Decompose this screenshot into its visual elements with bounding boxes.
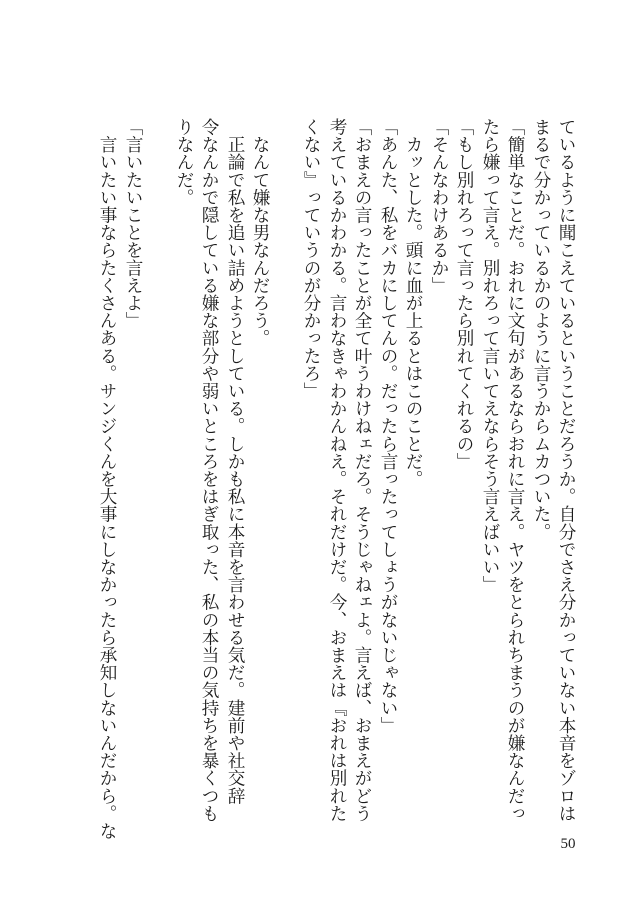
text-column: ているように聞こえているということだろうか。自分でさえ分かっていない本音をゾロは <box>556 118 576 822</box>
text-column: 言いたい事ならたくさんある。サンジくんを大事にしなかったら承知しないんだから。な <box>97 118 117 840</box>
text-column: 正論で私を追い詰めようとしている。しかも私に本音を言わせる気だ。建前や社交辞 <box>225 118 245 805</box>
text-column: 「そんなわけあるか」 <box>429 118 449 294</box>
text-column: 「もし別れろって言ったら別れてくれるの」 <box>454 118 474 470</box>
text-column: まるで分かっているかのように言うからムカついた。 <box>531 118 551 541</box>
text-column: くない』っていうのが分かったろ」 <box>301 118 321 400</box>
text-column: 令なんかで隠している嫌な部分や弱いところをはぎ取った、私の本当の気持ちを暴くつも <box>199 118 219 822</box>
text-column: 「言いたいことを言えよ」 <box>123 118 143 330</box>
page-number: 50 <box>560 836 576 852</box>
text-column: なんて嫌な男なんだろう。 <box>250 118 270 347</box>
text-column <box>275 118 297 758</box>
text-column: 「おまえの言ったことが全て叶うわけねェだろ。そうじゃねェよ。言えば、おまえがどう <box>352 118 372 822</box>
text-column: 「簡単なことだ。おれに文句があるならおれに言え。ヤツをとられちまうのが嫌なんだっ <box>505 118 525 822</box>
text-column: たら嫌って言え。別れろって言いてえならそう言えばいい」 <box>480 118 500 594</box>
text-column: りなんだ。 <box>174 118 194 206</box>
text-column: カッとした。頭に血が上るとはこのことだ。 <box>403 118 423 488</box>
text-column: 「あんた、私をバカにしてんの。だったら言ったってしょうがないじゃない」 <box>378 118 398 734</box>
text-column <box>147 118 169 758</box>
text-column: 考えているかわかる。言わなきゃわかんねえ。それだけだ。今、おまえは『おれは別れた <box>327 118 347 822</box>
